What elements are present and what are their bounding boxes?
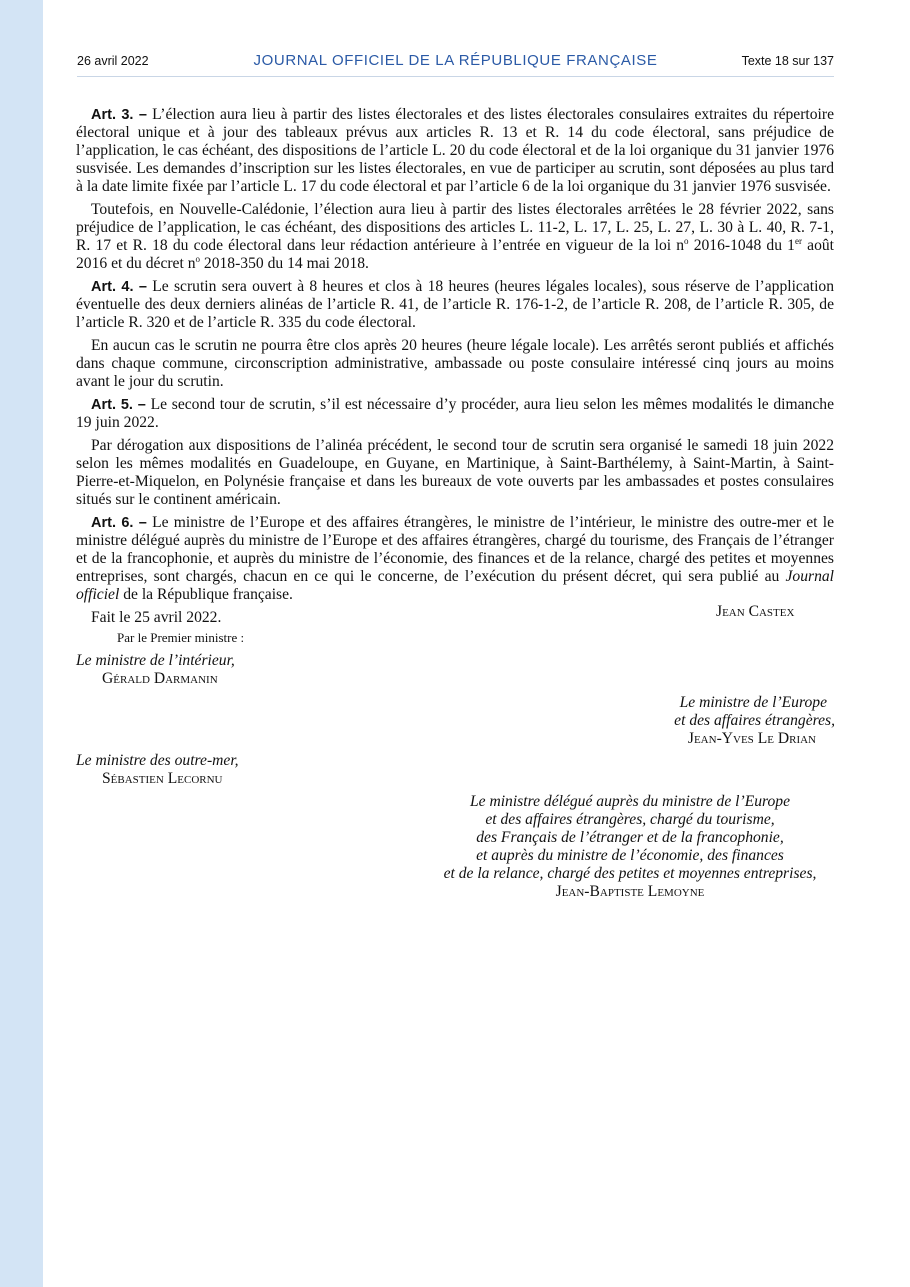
art4-label: Art. 4. – xyxy=(91,279,147,295)
art3-paragraph-2 xyxy=(76,201,834,273)
role-outremer: Le ministre des outre-mer, xyxy=(76,752,239,769)
superscript: er xyxy=(794,236,802,246)
role-europe-2: et des affaires étrangères, xyxy=(674,712,835,729)
art6-text-1: Le ministre de l’Europe et des affaires étrangères, le ministre de l’intérieur, le ministre des outre-mer et le ministre délégué auprès du ministre de l’Europe et des affaires étrangères, chargé du tourisme, des Français de l’étranger et de la francophonie, et auprès du ministre de l’économie, des finances et de la relance, chargé des petites et moyennes entreprises, sont chargés, chacun en ce qui le concerne, de l’exécution du présent décret, qui sera publié au xyxy=(76,514,834,585)
fait-le: Fait le 25 avril 2022. xyxy=(91,609,222,626)
art6-text-end: de la République française. xyxy=(119,586,293,603)
prime-minister-name: Jean Castex xyxy=(716,603,795,620)
art3-paragraph-1 xyxy=(76,106,834,196)
name-le-drian: Jean-Yves Le Drian xyxy=(687,730,816,747)
journal-officiel-italic: Journal officiel xyxy=(76,568,834,603)
journal-title: JOURNAL OFFICIEL DE LA RÉPUBLIQUE FRANÇAISE xyxy=(253,52,658,69)
superscript: o xyxy=(684,236,689,246)
art5-text-1: Le second tour de scrutin, s’il est nécessaire d’y procéder, aura lieu selon les mêmes modalités le dimanche 19 juin 2022. xyxy=(76,396,834,431)
page-info: Texte 18 sur 137 xyxy=(741,54,834,68)
name-darmanin: Gérald Darmanin xyxy=(102,670,218,687)
role-delegue-2: et des affaires étrangères, chargé du tourisme, xyxy=(485,811,775,828)
signature-europe xyxy=(674,694,835,748)
art4-paragraph-2: En aucun cas le scrutin ne pourra être clos après 20 heures (heure légale locale). Les arrêtés seront publiés et affichés dans chaque commune, circonscription administrative, ambassade ou poste consulaire intéressé cinq jours au moins avant le jour du scrutin. xyxy=(76,337,834,390)
role-delegue-4: et auprès du ministre de l’économie, des finances xyxy=(476,847,784,864)
left-margin-band xyxy=(0,0,43,1287)
art6-label: Art. 6. – xyxy=(91,515,147,531)
art4-text-1: Le scrutin sera ouvert à 8 heures et clos à 18 heures (heures légales locales), sous réserve de l’application éventuelle des deux derniers alinéas de l’article R. 41, de l’article R. 176-1-2, de l’article R. 208, de l’article R. 305, de l’article R. 320 et de l’article R. 335 du code électoral. xyxy=(76,278,835,331)
art3-text-2a: Toutefois, en Nouvelle-Calédonie, l’élection aura lieu à partir des listes électorales arrêtées le 28 février 2022, sans préjudice de l’application, le cas échéant, des dispositions des articles L. 11-2, L. 17, L. 25, L. 27, L. 30 à L. 40, R. 7-1, R. 17 et R. 18 du code électoral dans leur rédaction antérieure à l’entrée en vigueur de la loi n xyxy=(76,201,834,254)
art3-text-1: L’élection aura lieu à partir des listes électorales et des listes électorales consulaires extraites du répertoire électoral unique et à jour des tableaux prévus aux articles R. 13 et R. 14 du code électoral, sans préjudice de l’application, le cas échéant, des dispositions de l’article L. 20 du code électoral et de la loi organique du 31 janvier 1976 susvisée. Les demandes d’inscription sur les listes électorales, en vue de participer au scrutin, sont déposées au plus tard à la date limite fixée par l’article L. 17 du code électoral et par l’article 6 de la loi organique du 31 janvier 1976 susvisée. xyxy=(76,106,834,195)
role-delegue-5: et de la relance, chargé des petites et moyennes entreprises, xyxy=(443,865,817,882)
role-europe-1: Le ministre de l’Europe xyxy=(679,694,827,711)
signature-interieur xyxy=(76,652,235,688)
signature-delegue xyxy=(425,793,835,901)
art6-paragraph-1 xyxy=(76,514,834,604)
name-lecornu: Sébastien Lecornu xyxy=(102,770,223,787)
par-le-premier-ministre: Par le Premier ministre : xyxy=(117,630,245,645)
art4-paragraph-1 xyxy=(76,278,834,332)
art5-paragraph-2: Par dérogation aux dispositions de l’alinéa précédent, le second tour de scrutin sera organisé le samedi 18 juin 2022 selon les mêmes modalités en Guadeloupe, en Guyane, en Martinique, à Saint-Barthélemy, à Saint-Martin, à Saint-Pierre-et-Miquelon, en Polynésie française et dans les bureaux de vote ouverts par les ambassades et postes consulaires situés sur le continent américain. xyxy=(76,437,834,508)
art3-text-2d: 2018-350 du 14 mai 2018. xyxy=(200,255,369,272)
role-delegue-1: Le ministre délégué auprès du ministre de l’Europe xyxy=(469,793,791,810)
name-lemoyne: Jean-Baptiste Lemoyne xyxy=(555,883,705,900)
art3-text-2c: août 2016 et du décret n xyxy=(76,237,834,272)
art5-label: Art. 5. – xyxy=(91,397,146,413)
page-header xyxy=(77,50,834,77)
header-date: 26 avril 2022 xyxy=(77,54,149,68)
signature-outremer xyxy=(76,752,239,788)
art3-text-2b: 2016-1048 du 1 xyxy=(688,237,795,254)
art5-paragraph-1 xyxy=(76,396,834,432)
document-body xyxy=(76,106,834,632)
role-delegue-3: des Français de l’étranger et de la francophonie, xyxy=(476,829,784,846)
superscript: o xyxy=(195,254,201,264)
art3-label: Art. 3. – xyxy=(91,107,147,123)
role-interieur: Le ministre de l’intérieur, xyxy=(76,652,235,669)
